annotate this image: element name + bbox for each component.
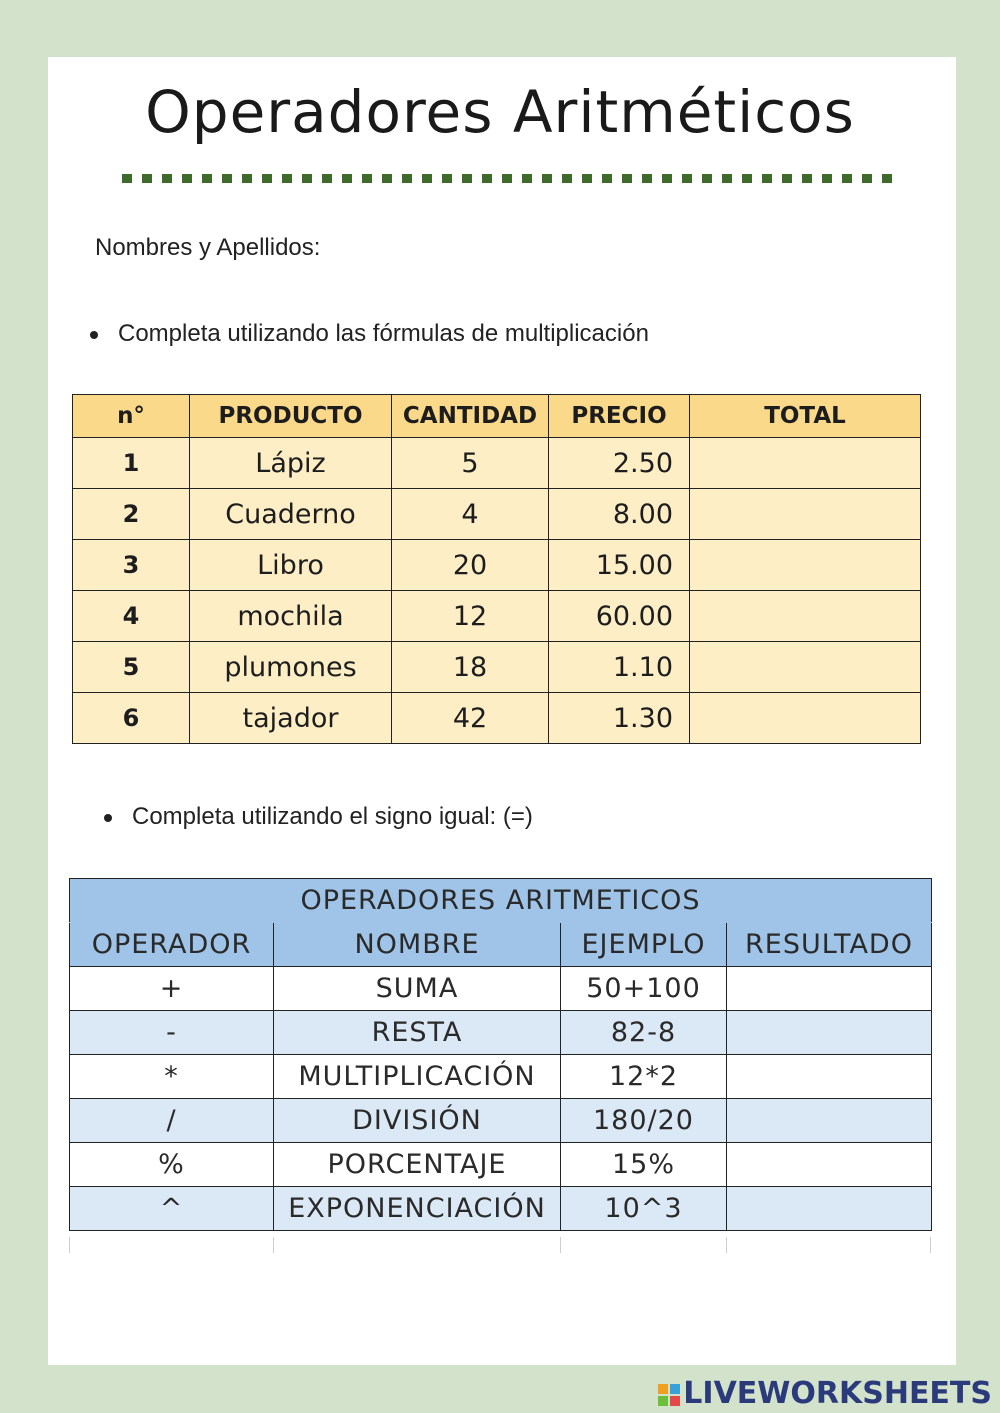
operator-symbol: - (70, 1011, 274, 1055)
result-answer-field[interactable] (727, 967, 932, 1011)
bullet-icon (104, 814, 112, 822)
header-resultado: RESULTADO (727, 923, 932, 967)
product-name: Lápiz (190, 438, 392, 489)
operator-name: MULTIPLICACIÓN (274, 1055, 561, 1099)
liveworksheets-logo (658, 1376, 992, 1411)
operators-table (69, 878, 932, 1231)
total-answer-field[interactable] (690, 489, 921, 540)
product-quantity: 5 (392, 438, 549, 489)
operator-name: SUMA (274, 967, 561, 1011)
names-label: Nombres y Apellidos: (95, 234, 321, 261)
product-price: 2.50 (549, 438, 690, 489)
row-number: 6 (73, 693, 190, 744)
title-divider (122, 174, 900, 183)
product-price: 15.00 (549, 540, 690, 591)
operator-example: 50+100 (561, 967, 727, 1011)
operator-example: 15% (561, 1143, 727, 1187)
operators-title-row (70, 879, 932, 923)
operator-symbol: + (70, 967, 274, 1011)
table-row (70, 1187, 932, 1231)
header-precio: PRECIO (549, 395, 690, 438)
total-answer-field[interactable] (690, 642, 921, 693)
table-row (70, 967, 932, 1011)
product-price: 60.00 (549, 591, 690, 642)
operator-symbol: / (70, 1099, 274, 1143)
product-name: Libro (190, 540, 392, 591)
table-row (73, 540, 921, 591)
header-cantidad: CANTIDAD (392, 395, 549, 438)
product-name: tajador (190, 693, 392, 744)
operator-name: DIVISIÓN (274, 1099, 561, 1143)
total-answer-field[interactable] (690, 438, 921, 489)
result-answer-field[interactable] (727, 1011, 932, 1055)
table-row (73, 591, 921, 642)
product-quantity: 12 (392, 591, 549, 642)
product-name: Cuaderno (190, 489, 392, 540)
operator-name: EXPONENCIACIÓN (274, 1187, 561, 1231)
table-row (73, 438, 921, 489)
bullet-icon (90, 331, 98, 339)
header-n: n° (73, 395, 190, 438)
operator-name: RESTA (274, 1011, 561, 1055)
total-answer-field[interactable] (690, 591, 921, 642)
row-number: 4 (73, 591, 190, 642)
table-row (70, 1099, 932, 1143)
operator-symbol: ^ (70, 1187, 274, 1231)
product-price: 1.30 (549, 693, 690, 744)
products-header-row (73, 395, 921, 438)
header-nombre: NOMBRE (274, 923, 561, 967)
products-table (72, 394, 921, 744)
operator-example: 12*2 (561, 1055, 727, 1099)
result-answer-field[interactable] (727, 1143, 932, 1187)
header-producto: PRODUCTO (190, 395, 392, 438)
header-operador: OPERADOR (70, 923, 274, 967)
product-name: mochila (190, 591, 392, 642)
products-table-area (72, 372, 934, 767)
operator-example: 180/20 (561, 1099, 727, 1143)
operator-name: PORCENTAJE (274, 1143, 561, 1187)
row-number: 3 (73, 540, 190, 591)
product-price: 8.00 (549, 489, 690, 540)
row-number: 5 (73, 642, 190, 693)
product-quantity: 18 (392, 642, 549, 693)
operator-example: 82-8 (561, 1011, 727, 1055)
header-total: TOTAL (690, 395, 921, 438)
result-answer-field[interactable] (727, 1187, 932, 1231)
result-answer-field[interactable] (727, 1055, 932, 1099)
operators-table-title: OPERADORES ARITMETICOS (70, 879, 932, 923)
total-answer-field[interactable] (690, 540, 921, 591)
table-row (73, 642, 921, 693)
result-answer-field[interactable] (727, 1099, 932, 1143)
header-ejemplo: EJEMPLO (561, 923, 727, 967)
product-quantity: 20 (392, 540, 549, 591)
operator-example: 10^3 (561, 1187, 727, 1231)
table-row (73, 693, 921, 744)
operators-header-row (70, 923, 932, 967)
page-title: Operadores Aritméticos (145, 78, 855, 146)
operator-symbol: * (70, 1055, 274, 1099)
product-name: plumones (190, 642, 392, 693)
operator-symbol: % (70, 1143, 274, 1187)
product-quantity: 42 (392, 693, 549, 744)
table-row (70, 1055, 932, 1099)
table-row (73, 489, 921, 540)
table-row (70, 1143, 932, 1187)
instruction-1-text: Completa utilizando las fórmulas de multiplicación (118, 320, 649, 347)
instruction-2-text: Completa utilizando el signo igual: (=) (132, 803, 533, 830)
row-number: 1 (73, 438, 190, 489)
grid-ticks (69, 1237, 931, 1253)
product-price: 1.10 (549, 642, 690, 693)
instruction-2 (104, 803, 533, 831)
logo-text: LIVEWORKSHEETS (683, 1376, 992, 1411)
instruction-1 (90, 320, 649, 348)
table-row (70, 1011, 932, 1055)
total-answer-field[interactable] (690, 693, 921, 744)
liveworksheets-logo-icon (658, 1384, 680, 1406)
row-number: 2 (73, 489, 190, 540)
product-quantity: 4 (392, 489, 549, 540)
